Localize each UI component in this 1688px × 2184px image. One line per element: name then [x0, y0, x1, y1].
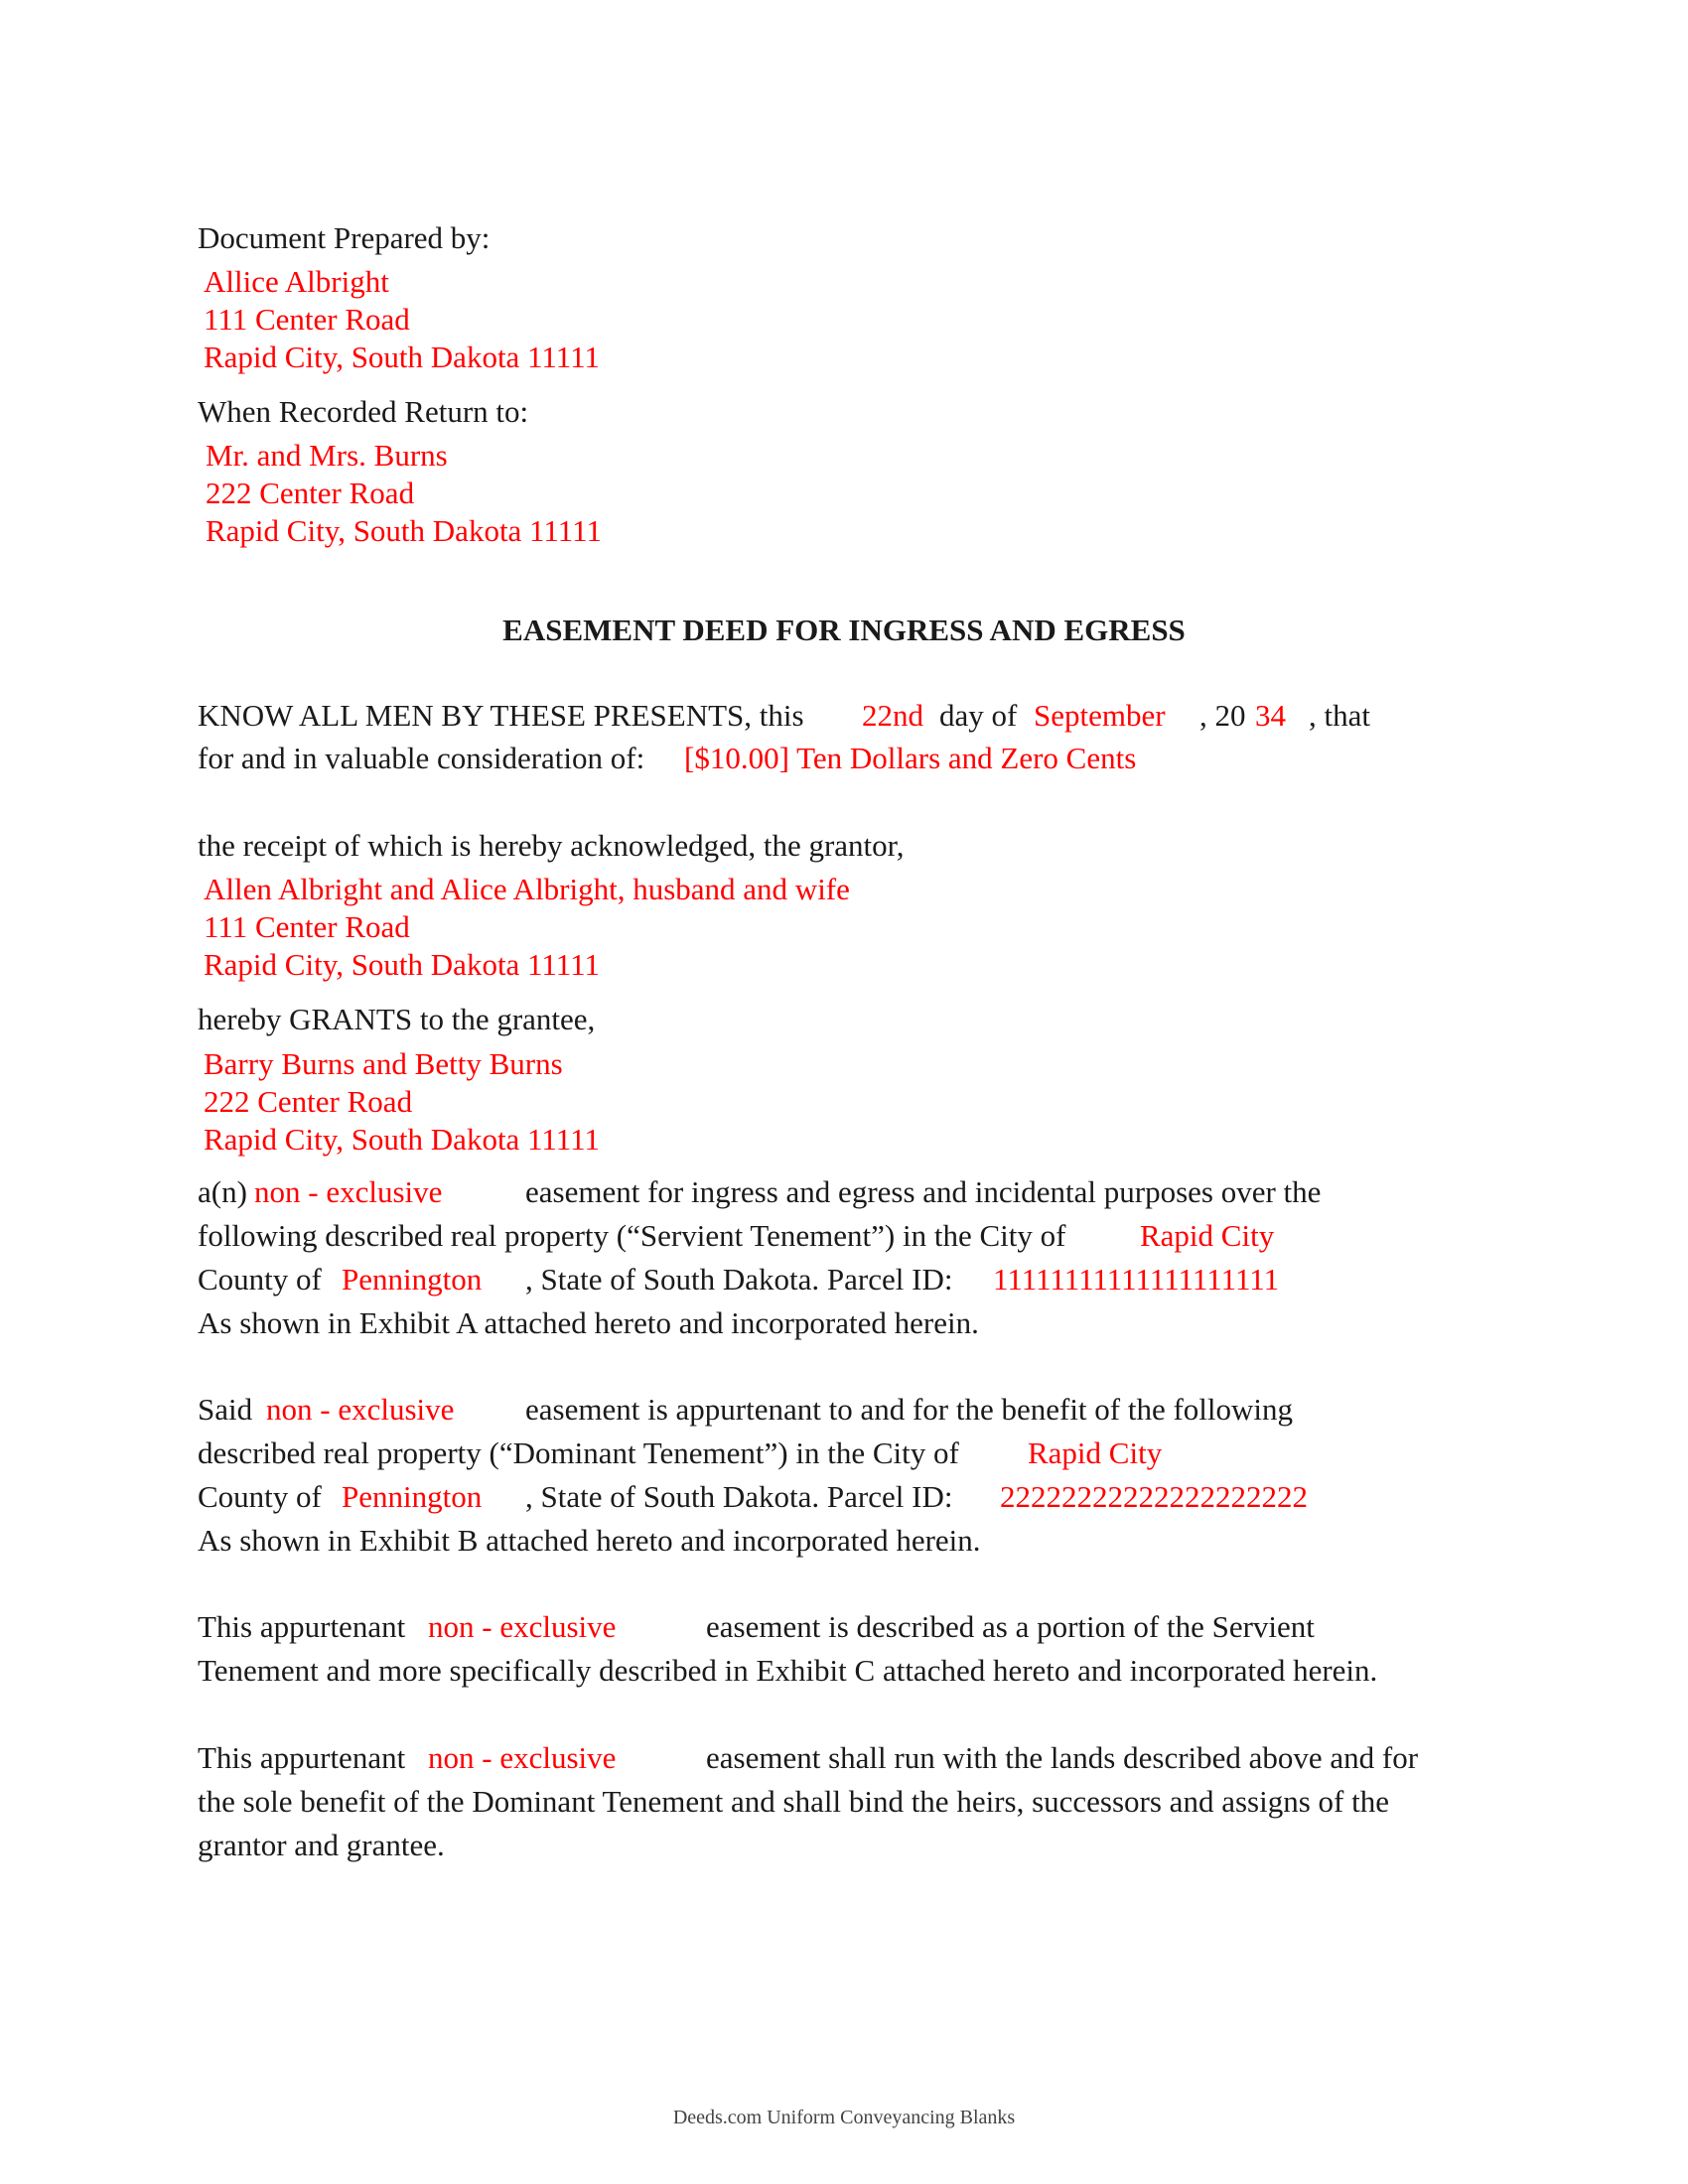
- return-to-address: [206, 437, 602, 550]
- grantor-city: Rapid City, South Dakota 11111: [204, 947, 600, 982]
- dominant-text-1: easement is appurtenant to and for the benefit of the following: [525, 1392, 1294, 1427]
- preparer-city: Rapid City, South Dakota 11111: [204, 340, 600, 374]
- para4-easement-type: non - exclusive: [428, 1740, 617, 1775]
- page-footer: Deeds.com Uniform Conveyancing Blanks: [672, 2107, 1016, 2128]
- servient-text-5: As shown in Exhibit A attached hereto and incorporated herein.: [198, 1305, 979, 1340]
- dominant-text-4: , State of South Dakota. Parcel ID:: [525, 1479, 953, 1514]
- return-to-street: 222 Center Road: [206, 476, 415, 510]
- intro-day: 22nd: [862, 698, 923, 733]
- servient-county: Pennington: [342, 1262, 483, 1297]
- dominant-text-3: County of: [198, 1479, 322, 1514]
- para3-text-3: Tenement and more specifically described in Exhibit C attached hereto and incorporated herein.: [198, 1653, 1378, 1688]
- servient-text-4: , State of South Dakota. Parcel ID:: [525, 1262, 953, 1297]
- para4-text-1: This appurtenant: [198, 1740, 406, 1775]
- dominant-county: Pennington: [342, 1479, 483, 1514]
- para4-text-4: grantor and grantee.: [198, 1828, 445, 1862]
- consideration-amount: [$10.00] Ten Dollars and Zero Cents: [684, 741, 1137, 775]
- dominant-easement-type: non - exclusive: [266, 1392, 455, 1427]
- servient-parcel-id: 11111111111111111111: [993, 1262, 1280, 1297]
- dominant-city: Rapid City: [1028, 1435, 1163, 1470]
- dominant-text-2: described real property (“Dominant Tenement”) in the City of: [198, 1435, 959, 1470]
- document-title: EASEMENT DEED FOR INGRESS AND EGRESS: [502, 613, 1186, 647]
- para3-text-2: easement is described as a portion of the Servient: [706, 1609, 1315, 1644]
- servient-text-2: following described real property (“Servient Tenement”) in the City of: [198, 1218, 1066, 1253]
- para3-easement-type: non - exclusive: [428, 1609, 617, 1644]
- grantee-city: Rapid City, South Dakota 11111: [204, 1122, 600, 1157]
- para4-text-3: the sole benefit of the Dominant Tenement and shall bind the heirs, successors and assigns of the: [198, 1784, 1389, 1819]
- intro-text-1: KNOW ALL MEN BY THESE PRESENTS, this: [198, 698, 804, 733]
- para3-text-1: This appurtenant: [198, 1609, 406, 1644]
- preparer-street: 111 Center Road: [204, 302, 410, 337]
- grantee-name: Barry Burns and Betty Burns: [204, 1046, 563, 1081]
- servient-a-n: a(n): [198, 1174, 247, 1209]
- intro-text-4: , that: [1309, 698, 1370, 733]
- para4-text-2: easement shall run with the lands described above and for: [706, 1740, 1419, 1775]
- intro-text-3: , 20: [1199, 698, 1246, 733]
- preparer-address: [204, 263, 600, 376]
- preparer-name: Allice Albright: [204, 264, 389, 299]
- intro-text-2: day of: [939, 698, 1018, 733]
- grantee-address: [204, 1045, 600, 1159]
- servient-city: Rapid City: [1140, 1218, 1275, 1253]
- grantee-label: hereby GRANTS to the grantee,: [198, 1002, 596, 1036]
- grantor-name: Allen Albright and Alice Albright, husband and wife: [204, 872, 850, 906]
- prepared-by-label: Document Prepared by:: [198, 220, 491, 255]
- dominant-parcel-id: 22222222222222222222: [1000, 1479, 1308, 1514]
- return-to-label: When Recorded Return to:: [198, 394, 529, 429]
- dominant-text-5: As shown in Exhibit B attached hereto and incorporated herein.: [198, 1523, 981, 1558]
- grantor-label: the receipt of which is hereby acknowledged, the grantor,: [198, 828, 905, 863]
- grantor-street: 111 Center Road: [204, 909, 410, 944]
- return-to-city: Rapid City, South Dakota 11111: [206, 513, 602, 548]
- servient-easement-type: non - exclusive: [254, 1174, 443, 1209]
- dominant-said: Said: [198, 1392, 253, 1427]
- servient-text-3: County of: [198, 1262, 322, 1297]
- intro-text-5: for and in valuable consideration of:: [198, 741, 645, 775]
- grantee-street: 222 Center Road: [204, 1084, 413, 1119]
- intro-year: 34: [1255, 698, 1286, 733]
- grantor-address: [204, 871, 850, 984]
- intro-month: September: [1034, 698, 1166, 733]
- servient-text-1: easement for ingress and egress and incidental purposes over the: [525, 1174, 1322, 1209]
- return-to-name: Mr. and Mrs. Burns: [206, 438, 448, 473]
